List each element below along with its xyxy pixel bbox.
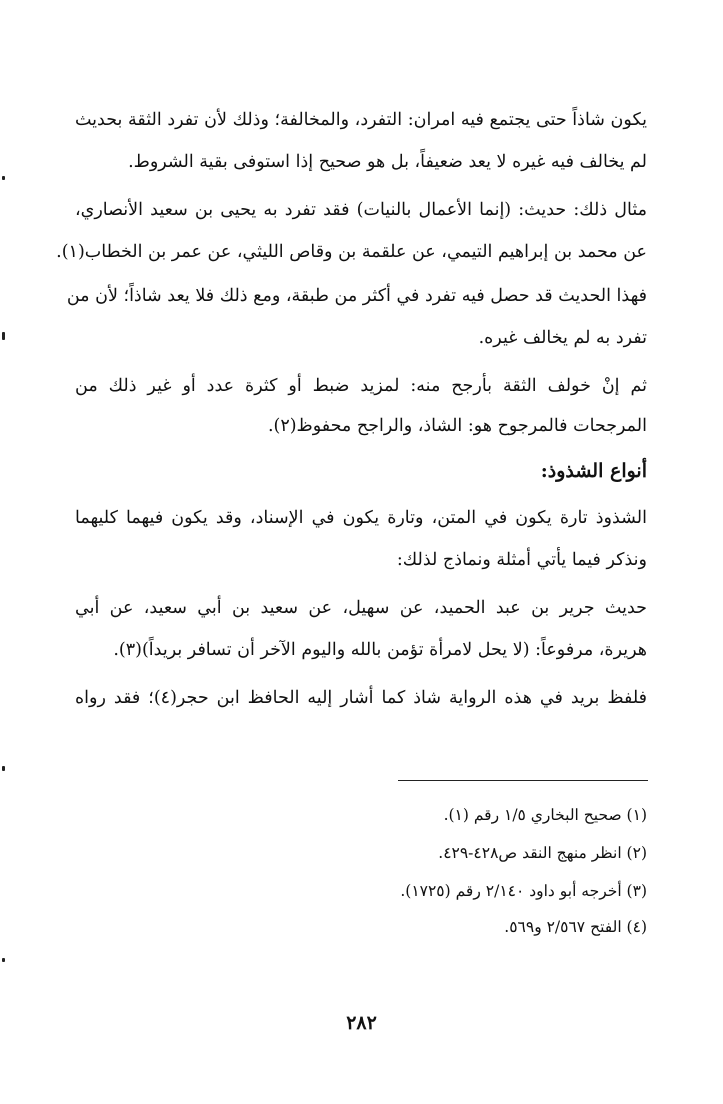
body-line: يكون شاذاً حتى يجتمع فيه امران: التفرد، والمخالفة؛ وذلك لأن تفرد الثقة بحديث xyxy=(75,110,647,130)
body-line: مثال ذلك: حديث: (إنما الأعمال بالنيات) فقد تفرد به يحيى بن سعيد الأنصاري، xyxy=(75,200,647,220)
footnote: (٤) الفتح ٢/٥٦٧ و٥٦٩. xyxy=(504,918,647,936)
scan-mark xyxy=(2,176,5,180)
scan-mark xyxy=(2,766,5,771)
body-line: لم يخالف فيه غيره لا يعد ضعيفاً، بل هو صحيح إذا استوفى بقية الشروط. xyxy=(128,152,647,172)
footnote: (٣) أخرجه أبو داود ٢/١٤٠ رقم (١٧٢٥). xyxy=(400,882,647,900)
body-line: ونذكر فيما يأتي أمثلة ونماذج لذلك: xyxy=(396,550,647,570)
footnote: (٢) انظر منهج النقد ص٤٢٨-٤٢٩. xyxy=(438,844,647,862)
body-line: حديث جرير بن عبد الحميد، عن سهيل، عن سعيد بن أبي سعيد، عن أبي xyxy=(75,598,647,618)
body-line: هريرة، مرفوعاً: (لا يحل لامرأة تؤمن بالله واليوم الآخر أن تسافر بريداً)(٣). xyxy=(113,640,647,660)
body-line: الشذوذ تارة يكون في المتن، وتارة يكون في الإسناد، وقد يكون فيهما كليهما xyxy=(75,508,647,528)
page-number: ٢٨٢ xyxy=(346,1012,377,1034)
scan-mark xyxy=(2,332,5,340)
body-line: عن محمد بن إبراهيم التيمي، عن علقمة بن وقاص الليثي، عن عمر بن الخطاب(١). xyxy=(56,242,647,262)
section-heading: أنواع الشذوذ: xyxy=(540,460,647,482)
body-line: ثم إنْ خولف الثقة بأرجح منه: لمزيد ضبط أو كثرة عدد أو غير ذلك من xyxy=(75,376,647,396)
footnote-separator xyxy=(398,780,648,781)
body-line: المرجحات فالمرجوح هو: الشاذ، والراجح محفوظ(٢). xyxy=(267,416,647,436)
footnote: (١) صحيح البخاري ١/٥ رقم (١). xyxy=(443,806,647,824)
scan-mark xyxy=(2,958,5,962)
body-line: فلفظ بريد في هذه الرواية شاذ كما أشار إليه الحافظ ابن حجر(٤)؛ فقد رواه xyxy=(75,688,647,708)
body-line: فهذا الحديث قد حصل فيه تفرد في أكثر من طبقة، ومع ذلك فلا يعد شاذاً؛ لأن من xyxy=(66,286,647,306)
body-line: تفرد به لم يخالف غيره. xyxy=(478,328,647,348)
